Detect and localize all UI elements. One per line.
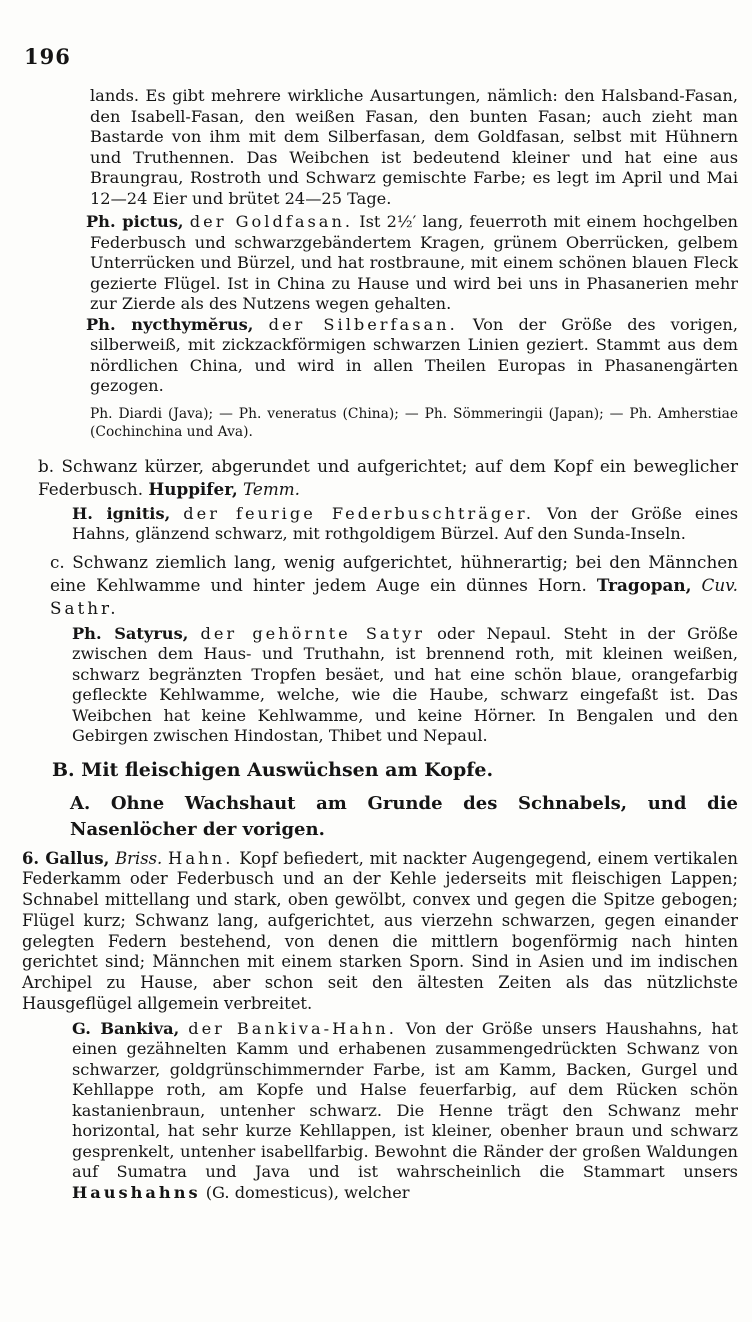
entry-text: oder Nepaul. Steht in der Größe zwischen dem Haus- und Truthahn, ist brennend roth, mit kleinen weißen, schwarz begränzten Tropfen besäet, und hat eine schön blaue, orangefarbig gefleckte Kehlwamme, welche, wie die Haube, schwarz eingefaßt ist. Das Weibchen hat keine Kehlwamme, und keine Hörner. In Bengalen und den Gebirgen zwischen Hindostan, Thibet und Nepaul. — [72, 623, 738, 745]
entry-ph-satyrus — [72, 624, 738, 747]
genus-common-name: Sathr. — [50, 597, 119, 618]
genus-author: Cuv. — [701, 574, 738, 595]
heading-a: A. Ohne Wachshaut am Grunde des Schnabels, und die Nasenlöcher der vorigen. — [70, 792, 738, 840]
genus-author: Briss. — [115, 848, 163, 868]
entry-h-ignitis — [72, 504, 738, 545]
other-species-list: Ph. Diardi (Java); — Ph. veneratus (China); — Ph. Sömmeringii (Japan); — Ph. Amherstiae (Cochinchina und Ava). — [90, 405, 738, 440]
species-name: Ph. pictus, — [86, 212, 184, 231]
section-label: c. — [50, 551, 65, 572]
common-name: der Bankiva-Hahn. — [188, 1018, 397, 1038]
genus-author: Temm. — [243, 478, 300, 499]
section-c — [50, 551, 738, 620]
genus-text: Kopf befiedert, mit nackter Augengegend, einem vertikalen Federkamm oder Federbusch und an der Kehle jederseits mit fleischigen Lappen; Schnabel mittellang und stark, oben gewölbt, convex und gegen die Spitze gebogen; Flügel kurz; Schwanz lang, aufgerichtet, aus vierzehn schwarzen, gegen einander gelegten Federn bestehend, von denen die mittlern bogenförmig nach hinten gerichtet sind; Männchen mit einem starken Sporn. Sind in Asien und im indischen Archipel zu Hause, aber schon seit den ältesten Zeiten als das nützlichste Hausgeflügel allgemein verbreitet. — [22, 848, 738, 1014]
haushahn-word: Haushahns — [72, 1182, 201, 1202]
common-name: der gehörnte Satyr — [200, 623, 425, 643]
genus-name: Tragopan, — [596, 574, 692, 595]
section-label: b. — [38, 455, 55, 476]
species-name: Ph. Satyrus, — [72, 623, 189, 643]
genus-common-name: Hahn. — [168, 848, 234, 868]
entry-text: Von der Größe des vorigen, silberweiß, mit zickzackförmigen schwarzen Linien geziert. Stammt aus dem nördlichen China, und wird in allen Theilen Europas in Phasanengärten gezogen. — [90, 314, 739, 395]
paragraph-pheasant-varieties: lands. Es gibt mehrere wirkliche Ausartungen, nämlich: den Halsband-Fasan, den Isabell-Fasan, den weißen Fasan, den bunten Fasan; auch zieht man Bastarde von ihm mit dem Silberfasan, dem Goldfasan, selbst mit Hühnern und Truthennen. Das Weibchen ist bedeutend kleiner und hat eine aus Braungrau, Rostroth und Schwarz gemischte Farbe; es legt im April und Mai 12—24 Eier und brütet 24—25 Tage. — [90, 86, 738, 208]
entry-text-end: (G. domesticus), welcher — [205, 1182, 410, 1202]
common-name: der Goldfasan. — [189, 212, 354, 231]
section-text: Schwanz ziemlich lang, wenig aufgerichtet, hühnerartig; bei den Männchen eine Kehlwamme und hinter jedem Auge ein dünnes Horn. — [50, 551, 738, 595]
section-text: Schwanz kürzer, abgerundet und aufgerichtet; auf dem Kopf ein beweglicher Federbusch. — [38, 455, 739, 499]
entry-text: Ist 2½′ lang, feuerroth mit einem hochgelben Federbusch und schwarzgebändertem Kragen, grünem Oberrücken, gelbem Unterrücken und Bürzel, und hat rostbraune, mit einem schönen blauen Fleck gezierte Flügel. Ist in China zu Hause und wird bei uns in Phasanerien mehr zur Zierde als des Nutzens wegen gehalten. — [90, 212, 738, 313]
entry-ph-nycthemerus — [86, 314, 739, 397]
entry-text: Von der Größe unsers Haushahns, hat einen gezähnelten Kamm und erhabenen zusammengedrückten Schwanz von schwarzer, goldgrünschimmernder Farbe, ist am Kamm, Backen, Gurgel und Kehllappe roth, am Kopfe und Halse feuerfarbig, auf dem Rücken schön kastanienbraun, untenher schwarz. Die Henne trägt den Schwanz mehr horizontal, hat sehr kurze Kehllappen, ist kleiner, obenher braun und schwarz gesprenkelt, untenher isabellfarbig. Bewohnt die Ränder der großen Waldungen auf Sumatra und Java und ist wahrscheinlich die Stammart unsers — [72, 1018, 738, 1182]
common-name: der feurige Federbuschträger. — [183, 503, 534, 523]
entry-g-bankiva — [72, 1019, 738, 1204]
heading-b: B. Mit fleischigen Auswüchsen am Kopfe. — [52, 758, 494, 781]
entry-text: Von der Größe eines Hahns, glänzend schwarz, mit rothgoldigem Bürzel. Auf den Sunda-Inseln. — [72, 503, 738, 543]
genus-gallus — [22, 849, 738, 1015]
genus-name: 6. Gallus, — [22, 848, 110, 868]
genus-name: Huppifer, — [148, 478, 238, 499]
species-name: G. Bankiva, — [72, 1018, 180, 1038]
common-name: der Silberfasan. — [268, 314, 458, 334]
section-b — [38, 455, 738, 501]
species-name: Ph. nycthymĕrus, — [86, 314, 254, 334]
page-number: 196 — [24, 44, 71, 69]
entry-ph-pictus — [86, 212, 738, 315]
page-body — [22, 86, 738, 1203]
species-name: H. ignitis, — [72, 503, 171, 523]
